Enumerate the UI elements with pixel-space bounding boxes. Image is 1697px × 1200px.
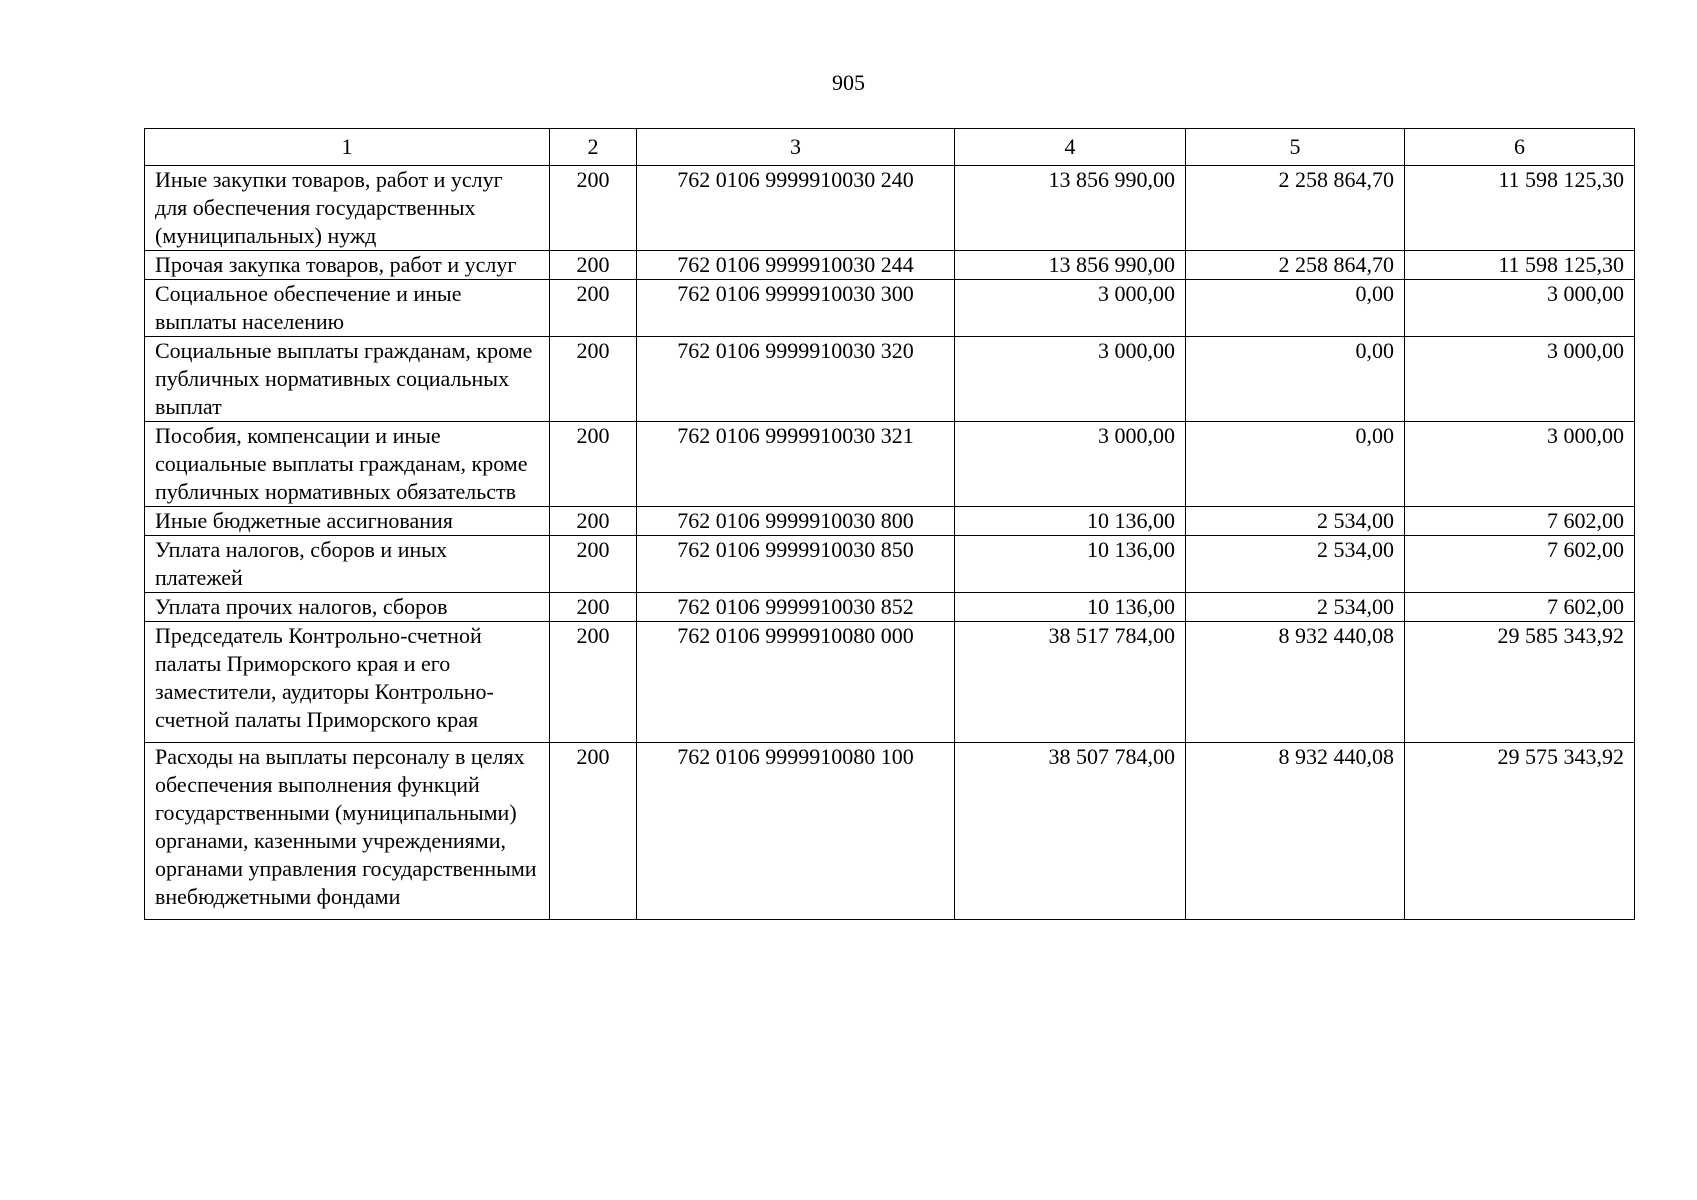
row-line-code-cell: 200	[550, 422, 637, 507]
row-col5-amount-cell: 2 534,00	[1186, 593, 1405, 622]
row-classification-code-cell: 762 0106 9999910030 850	[637, 536, 955, 593]
row-col4-amount-cell: 3 000,00	[955, 337, 1186, 422]
row-col4-amount-cell: 38 507 784,00	[955, 743, 1186, 920]
row-name-cell: Иные закупки товаров, работ и услуг для обеспечения государственных (муниципальных) нужд	[145, 166, 550, 251]
row-col6-amount-cell: 11 598 125,30	[1405, 166, 1635, 251]
row-name-cell: Уплата прочих налогов, сборов	[145, 593, 550, 622]
table-row	[145, 422, 1635, 507]
header-col-3: 3	[637, 129, 955, 166]
row-col5-amount-cell: 0,00	[1186, 337, 1405, 422]
row-col6-amount-cell: 7 602,00	[1405, 593, 1635, 622]
table-row	[145, 536, 1635, 593]
row-col4-amount-cell: 13 856 990,00	[955, 251, 1186, 280]
row-col4-amount-cell: 10 136,00	[955, 593, 1186, 622]
row-name-cell: Расходы на выплаты персоналу в целях обеспечения выполнения функций государственными (муниципальными) органами, казенными учреждениями, органами управления государственными внебюджетными фондами	[145, 743, 550, 920]
header-col-2: 2	[550, 129, 637, 166]
row-name-cell: Уплата налогов, сборов и иных платежей	[145, 536, 550, 593]
row-name-cell: Прочая закупка товаров, работ и услуг	[145, 251, 550, 280]
row-classification-code-cell: 762 0106 9999910080 100	[637, 743, 955, 920]
row-line-code-cell: 200	[550, 166, 637, 251]
row-col5-amount-cell: 2 534,00	[1186, 507, 1405, 536]
header-col-5: 5	[1186, 129, 1405, 166]
table-row	[145, 593, 1635, 622]
header-col-4: 4	[955, 129, 1186, 166]
row-col4-amount-cell: 10 136,00	[955, 536, 1186, 593]
row-col6-amount-cell: 7 602,00	[1405, 507, 1635, 536]
budget-table	[144, 128, 1635, 920]
row-line-code-cell: 200	[550, 251, 637, 280]
row-col6-amount-cell: 7 602,00	[1405, 536, 1635, 593]
row-name-cell: Председатель Контрольно-счетной палаты Приморского края и его заместители, аудиторы Контрольно-счетной палаты Приморского края	[145, 622, 550, 743]
row-col5-amount-cell: 2 534,00	[1186, 536, 1405, 593]
row-classification-code-cell: 762 0106 9999910030 852	[637, 593, 955, 622]
table-row	[145, 251, 1635, 280]
table-row	[145, 507, 1635, 536]
table-row	[145, 743, 1635, 920]
row-line-code-cell: 200	[550, 507, 637, 536]
row-col5-amount-cell: 8 932 440,08	[1186, 743, 1405, 920]
row-col4-amount-cell: 13 856 990,00	[955, 166, 1186, 251]
row-col6-amount-cell: 29 585 343,92	[1405, 622, 1635, 743]
table-row	[145, 622, 1635, 743]
row-name-cell: Социальное обеспечение и иные выплаты населению	[145, 280, 550, 337]
table-row	[145, 337, 1635, 422]
row-name-cell: Социальные выплаты гражданам, кроме публичных нормативных социальных выплат	[145, 337, 550, 422]
row-col6-amount-cell: 3 000,00	[1405, 280, 1635, 337]
row-col5-amount-cell: 2 258 864,70	[1186, 166, 1405, 251]
table-row	[145, 280, 1635, 337]
row-col6-amount-cell: 11 598 125,30	[1405, 251, 1635, 280]
row-classification-code-cell: 762 0106 9999910030 320	[637, 337, 955, 422]
row-classification-code-cell: 762 0106 9999910030 244	[637, 251, 955, 280]
row-line-code-cell: 200	[550, 337, 637, 422]
table-header-row	[145, 129, 1635, 166]
page-number: 905	[832, 70, 865, 95]
row-classification-code-cell: 762 0106 9999910030 800	[637, 507, 955, 536]
table-row	[145, 166, 1635, 251]
header-col-1: 1	[145, 129, 550, 166]
row-line-code-cell: 200	[550, 593, 637, 622]
row-line-code-cell: 200	[550, 743, 637, 920]
row-col5-amount-cell: 0,00	[1186, 422, 1405, 507]
row-line-code-cell: 200	[550, 622, 637, 743]
row-classification-code-cell: 762 0106 9999910030 240	[637, 166, 955, 251]
row-line-code-cell: 200	[550, 536, 637, 593]
row-col4-amount-cell: 10 136,00	[955, 507, 1186, 536]
row-col4-amount-cell: 3 000,00	[955, 280, 1186, 337]
row-col6-amount-cell: 3 000,00	[1405, 337, 1635, 422]
row-col4-amount-cell: 3 000,00	[955, 422, 1186, 507]
row-classification-code-cell: 762 0106 9999910080 000	[637, 622, 955, 743]
row-classification-code-cell: 762 0106 9999910030 300	[637, 280, 955, 337]
header-col-6: 6	[1405, 129, 1635, 166]
row-col5-amount-cell: 2 258 864,70	[1186, 251, 1405, 280]
row-classification-code-cell: 762 0106 9999910030 321	[637, 422, 955, 507]
row-col5-amount-cell: 0,00	[1186, 280, 1405, 337]
row-name-cell: Иные бюджетные ассигнования	[145, 507, 550, 536]
row-col6-amount-cell: 29 575 343,92	[1405, 743, 1635, 920]
row-col4-amount-cell: 38 517 784,00	[955, 622, 1186, 743]
row-name-cell: Пособия, компенсации и иные социальные выплаты гражданам, кроме публичных нормативных обязательств	[145, 422, 550, 507]
row-col6-amount-cell: 3 000,00	[1405, 422, 1635, 507]
row-col5-amount-cell: 8 932 440,08	[1186, 622, 1405, 743]
row-line-code-cell: 200	[550, 280, 637, 337]
